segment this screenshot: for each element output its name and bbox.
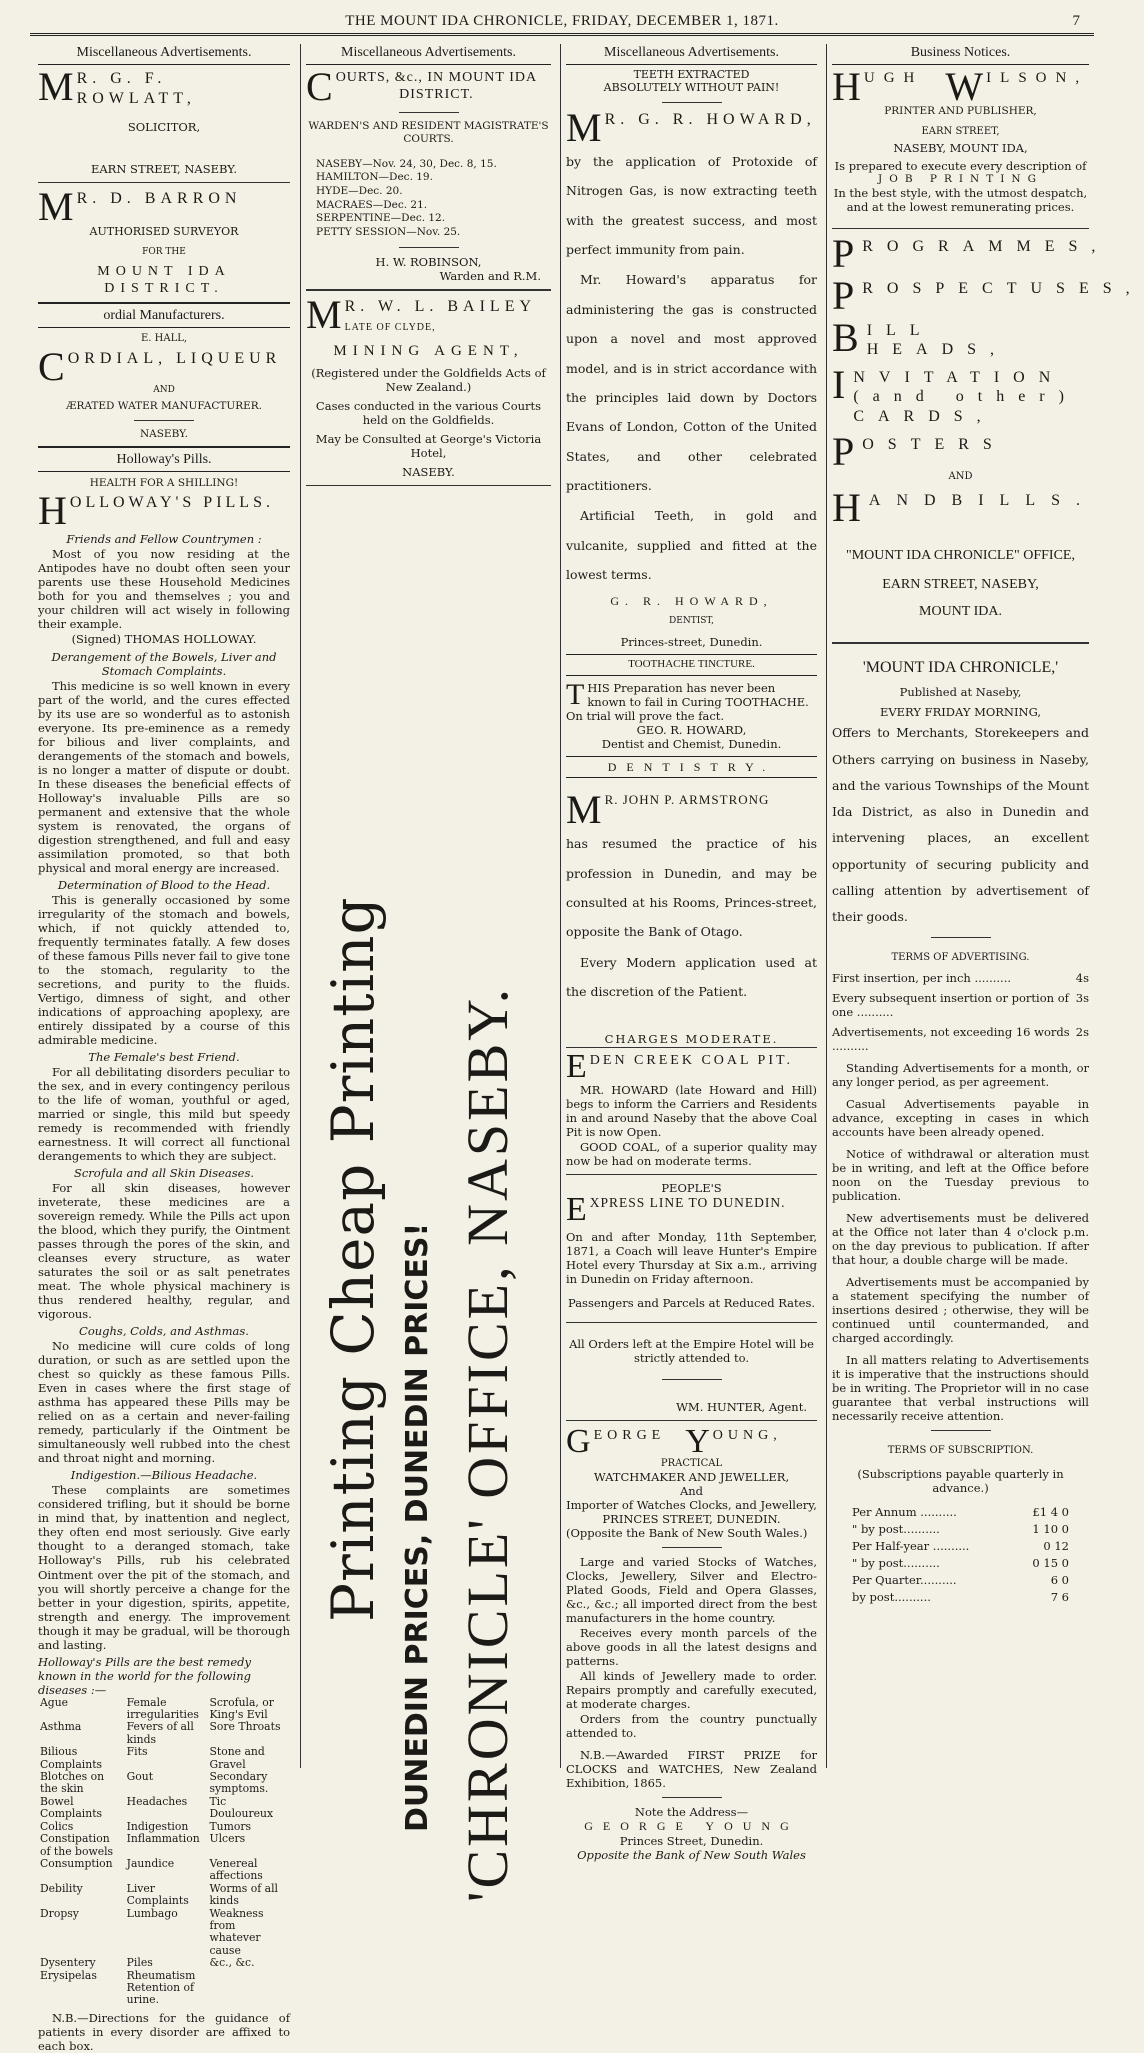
disease-row xyxy=(38,1982,290,2007)
express-agent: WM. HUNTER, Agent. xyxy=(676,1399,807,1414)
best-remedy: Holloway's Pills are the best remedy known in the world for the following diseases :— xyxy=(38,1654,251,1697)
disease-cell: Stone and Gravel xyxy=(209,1745,265,1771)
vertical-print-line-2: DUNEDIN PRICES, DUNEDIN PRICES! xyxy=(400,1222,435,1832)
printing-item: P ROSPECTUSES, xyxy=(832,272,1144,318)
wilson-town: NASEBY, MOUNT IDA, xyxy=(893,141,1028,156)
court-date: PETTY SESSION—Nov. 25. xyxy=(316,225,461,238)
section-4-heading: Scrofula and all Skin Diseases. xyxy=(73,1166,255,1181)
chronicle-office: "MOUNT IDA CHRONICLE" OFFICE, xyxy=(846,547,1075,563)
howard-artificial: Artificial Teeth, in gold and vulcanite, supplied and fitted at the lowest terms. xyxy=(566,508,817,583)
disease-cell: Weakness from whatever cause xyxy=(209,1906,264,1957)
disease-cell: Venereal affections xyxy=(209,1856,263,1883)
bailey-reg: (Registered under the Goldfields Acts of New Zealand.) xyxy=(311,365,546,394)
rowlatt-role: SOLICITOR, xyxy=(127,120,201,135)
disease-row xyxy=(38,1721,290,1746)
bailey-place: NASEBY. xyxy=(402,464,455,479)
bailey-cases: Cases conducted in the various Courts held on the Goldfields. xyxy=(315,398,542,427)
newspaper-title: THE MOUNT IDA CHRONICLE, FRIDAY, DECEMBER 1, 1871. xyxy=(345,12,779,29)
armstrong-modern: Every Modern application used at the discretion of the Patient. xyxy=(566,954,817,1000)
express-text: On and after Monday, 11th September, 1871, a Coach will leave Hunter's Empire Hotel every Thursday at Six a.m., arriving in Dunedin on Friday afternoon. xyxy=(566,1229,817,1286)
court-schedule xyxy=(316,158,551,240)
young-street: PRINCES STREET, DUNEDIN. xyxy=(602,1511,781,1526)
young-signature: GEORGE YOUNG xyxy=(584,1819,799,1834)
disease-cell: Scrofula, or King's Evil xyxy=(209,1695,274,1722)
bailey-consult: May be Consulted at George's Victoria Hotel, xyxy=(315,431,542,460)
disease-cell: Ulcers xyxy=(209,1832,246,1846)
disease-cell: Sore Throats xyxy=(209,1720,281,1734)
friends-line: Friends and Fellow Countrymen : xyxy=(66,532,262,547)
section-6-text: These complaints are sometimes considered trifling, but it should be borne in mind that, by inattention and neglect, they often end most seriously. Give early thought to a deranged stomach, take Holloway's Pills, rub his celebrated Ointment over the pit of the stomach, and you will shortly perceive a change for the better in your digestion, spirits, appetite, strength and energy. The improvement though it may be gradual, will be thorough and lasting. xyxy=(38,1483,290,1652)
vertical-print-ad xyxy=(306,492,551,1902)
disease-cell: Liver Complaints xyxy=(126,1881,189,1908)
printing-items xyxy=(832,230,1144,474)
disease-cell: Colics xyxy=(40,1819,74,1833)
young-practical: PRACTICAL xyxy=(660,1457,723,1469)
terms-text-1: Standing Advertisements for a month, or any longer period, as per agreement. xyxy=(832,1060,1089,1089)
express-orders: All Orders left at the Empire Hotel will be strictly attended to. xyxy=(569,1336,814,1365)
young-text-3: All kinds of Jewellery made to order. Repairs promptly and carefully executed, at moderate charges. xyxy=(566,1668,817,1711)
young-text-2: Receives every month parcels of the above goods in all the latest designs and patterns. xyxy=(566,1625,817,1668)
directions-note: N.B.—Directions for the guidance of patients in every disorder are affixed to each box. xyxy=(38,2010,290,2053)
wilson-street: EARN STREET, xyxy=(921,125,1000,137)
subscription-note: (Subscriptions payable quarterly in advance.) xyxy=(857,1467,1064,1496)
tincture-heading: TOOTHACHE TINCTURE. xyxy=(566,654,817,675)
howard-address: Princes-street, Dunedin. xyxy=(620,635,763,650)
column-2-heading: Miscellaneous Advertisements. xyxy=(306,44,551,65)
chronicle-pub: Published at Naseby, xyxy=(899,685,1022,700)
section-1-heading: Derangement of the Bowels, Liver and Stomach Complaints. xyxy=(51,649,277,678)
column-2 xyxy=(300,44,556,1902)
terms-text-2: Casual Advertisements payable in advance, excepting in cases in which accounts have been already opened. xyxy=(832,1096,1089,1139)
printing-item: P OSTERS xyxy=(832,428,1006,474)
disease-row xyxy=(38,1908,290,1958)
howard-role: DENTIST, xyxy=(669,616,714,627)
disease-cell: Ague xyxy=(40,1695,69,1709)
vertical-print-line-1: Printing Cheap Printing xyxy=(319,896,387,1622)
howard-text: by the application of Protoxide of Nitrogen Gas, is now extracting teeth with the greatest success, and most perfect immunity from pain. xyxy=(566,153,817,258)
tincture-signature: GEO. R. HOWARD, xyxy=(636,722,747,737)
disease-cell: Headaches xyxy=(126,1794,188,1808)
section-3-text: For all debilitating disorders peculiar to the sex, and in every contingency perilous to the life of woman, youthful or aged, married or single, this mild but speedy remedy is recommended with friendly earnestness. It will correct all functional derangements to which they are subject. xyxy=(38,1064,290,1164)
express-title: E XPRESS LINE TO DUNEDIN. xyxy=(566,1191,786,1229)
tincture-ad: T HIS Preparation has never been known to fail in Curing TOOTHACHE. xyxy=(566,677,809,711)
young-note: Note the Address— xyxy=(634,1805,749,1820)
disease-cell: Inflammation xyxy=(126,1832,200,1846)
young-importer: Importer of Watches Clocks, and Jewellery, xyxy=(566,1497,817,1512)
disease-row xyxy=(38,1697,290,1722)
disease-cell: Tumors xyxy=(209,1819,252,1833)
handbills: H ANDBILLS. xyxy=(832,484,1096,530)
teeth-heading: TEETH EXTRACTED ABSOLUTELY WITHOUT PAIN! xyxy=(603,68,780,95)
disease-cell xyxy=(207,1970,290,1982)
holloway-title: H OLLOWAY'S PILLS. xyxy=(38,488,274,534)
court-date: HAMILTON—Dec. 19. xyxy=(316,171,433,184)
disease-cell: Rheumatism xyxy=(126,1968,196,1982)
young-opposite: (Opposite the Bank of New South Wales.) xyxy=(566,1525,808,1540)
terms-text-3: Notice of withdrawal or alteration must be in writing, and left at the Office before noon on the Tuesday previous to publication. xyxy=(832,1146,1089,1203)
printing-item: P ROGRAMMES, xyxy=(832,230,1110,276)
young-opposite-2: Opposite the Bank of New South Wales xyxy=(577,1847,806,1862)
terms-sub-heading: TERMS OF SUBSCRIPTION. xyxy=(887,1445,1034,1457)
wilson-title: H UGH W ILSON, xyxy=(832,64,1089,110)
wilson-job: JOB PRINTING xyxy=(878,173,1043,186)
eden-title: E DEN CREEK COAL PIT. xyxy=(566,1047,793,1085)
young-text-1: Large and varied Stocks of Watches, Clocks, Jewellery, Silver and Electro-Plated Goods, Field and Opera Glasses, &c., &c.; all imported direct from the best manufacturers in the home country. xyxy=(566,1554,817,1625)
charges-moderate: CHARGES MODERATE. xyxy=(566,1032,817,1047)
disease-cell: Secondary symptoms. xyxy=(209,1770,269,1796)
subscription-row: Per Quarter.......... 6 0 xyxy=(852,1573,1069,1588)
bailey-name: M R. W. L. BAILEY LATE OF CLYDE, xyxy=(306,291,537,337)
dentistry-heading: DENTISTRY. xyxy=(566,756,817,779)
terms-adv-heading: TERMS OF ADVERTISING. xyxy=(891,952,1030,964)
subscription-rates xyxy=(832,1505,1089,1604)
section-5-text: No medicine will cure colds of long duration, or such as are settled upon the chest so quickly as these famous Pills. Even in cases where the first stage of asthma has appeared these Pills may be relied on as a certain and never-failing remedy, particularly if the Ointment be simultaneously well rubbed into the chest and throat night and morning. xyxy=(38,1339,290,1466)
disease-row xyxy=(38,1858,290,1883)
young-street-2: Princes Street, Dunedin. xyxy=(619,1833,764,1848)
disease-row xyxy=(38,1746,290,1771)
terms-text-6: In all matters relating to Advertisements it is imperative that the instructions should be in writing. The Proprietor will in no case guarantee that verbal instructions will necessarily receive attention. xyxy=(832,1353,1089,1424)
column-4 xyxy=(826,44,1144,1768)
signed: (Signed) THOMAS HOLLOWAY. xyxy=(71,632,257,647)
disease-cell xyxy=(38,1982,125,2007)
disease-cell: Fits xyxy=(126,1745,148,1759)
column-4-heading: Business Notices. xyxy=(832,44,1089,65)
chronicle-title: 'MOUNT IDA CHRONICLE,' xyxy=(862,658,1059,676)
terms-text-4: New advertisements must be delivered at the Office not later than 4 o'clock p.m. on the day previous to publication. If after that hour, a double charge will be made. xyxy=(832,1210,1089,1267)
disease-cell: Asthma xyxy=(40,1720,82,1734)
disease-cell: Lumbago xyxy=(126,1906,178,1920)
disease-row xyxy=(38,1833,290,1858)
section-1-text: This medicine is so well known in every part of the world, and the cures effected by its use are so wonderful as to astonish everyone. Its pre-eminence as a remedy for bilious and liver complaints, and derangements of the stomach and bowels, is no longer a matter of dispute or doubt. In these diseases the beneficial effects of Holloway's invaluable Pills are so permanent and extensive that the whole system is renovated, the organs of digestion strengthened, and full and easy assimilation promoted, so that both physical and moral energy are increased. xyxy=(38,678,290,875)
howard-signature: G. R. HOWARD, xyxy=(610,593,773,608)
masthead xyxy=(30,10,1094,36)
courts-title: C OURTS, &c., IN MOUNT IDA DISTRICT. xyxy=(306,64,538,110)
rowlatt-address: EARN STREET, NASEBY. xyxy=(90,162,238,177)
wilson-text-2: In the best style, with the utmost despatch, and at the lowest remunerating prices. xyxy=(833,185,1088,214)
hall-and: AND xyxy=(153,384,175,395)
young-text-4: Orders from the country punctually attended to. xyxy=(566,1711,817,1740)
column-3-heading: Miscellaneous Advertisements. xyxy=(566,44,817,65)
disease-cell xyxy=(207,1982,290,2007)
section-5-heading: Coughs, Colds, and Asthmas. xyxy=(79,1324,249,1339)
young-title: G EORGE Y OUNG, xyxy=(566,1422,782,1460)
section-4-text: For all skin diseases, however inveterate, these medicines are a sovereign remedy. While the Pills act upon the blood, which they purify, the Ointment passes through the pores of the skin, and cleanses every structure, as water saturates the soil or as salt penetrates meat. The whole physical machinery is thus rendered healthy, regular, and vigorous. xyxy=(38,1181,290,1322)
young-role: WATCHMAKER AND JEWELLER, xyxy=(593,1469,790,1484)
printing-item: B ILL HEADS, xyxy=(832,314,1009,360)
term-1: First insertion, per inch .......... 4s xyxy=(832,970,1089,985)
disease-cell: Debility xyxy=(40,1881,83,1895)
disease-cell: Bowel Complaints xyxy=(40,1794,103,1821)
hall-title: C ORDIAL, LIQUEUR xyxy=(38,343,282,389)
disease-row xyxy=(38,1883,290,1908)
disease-table xyxy=(38,1697,290,2007)
robinson-sig: H. W. ROBINSON, xyxy=(375,254,482,269)
chronicle-every: EVERY FRIDAY MORNING, xyxy=(879,705,1042,720)
young-prize: N.B.—Awarded FIRST PRIZE for CLOCKS and WATCHES, New Zealand Exhibition, 1865. xyxy=(566,1747,817,1791)
disease-cell: &c., &c. xyxy=(209,1956,255,1970)
disease-cell: Dropsy xyxy=(40,1906,79,1920)
hall-place: NASEBY. xyxy=(139,427,189,440)
armstrong-name: M R. JOHN P. ARMSTRONG xyxy=(566,787,770,833)
health-line: HEALTH FOR A SHILLING! xyxy=(89,476,239,489)
court-date: HYDE—Dec. 20. xyxy=(316,184,403,197)
disease-row xyxy=(38,1957,290,1969)
barron-district: MOUNT IDA DISTRICT. xyxy=(97,263,231,296)
rowlatt-name: M R. G. F. ROWLATT, xyxy=(38,64,196,110)
subscription-row: Per Half-year .......... 0 12 xyxy=(852,1539,1069,1554)
disease-cell: Female irregularities xyxy=(126,1695,199,1722)
page-number: 7 xyxy=(1072,12,1080,29)
chronicle-text: Offers to Merchants, Storekeepers and Others carrying on business in Naseby, and the various Townships of the Mount Ida District, as also in Dunedin and intervening places, an excellent opportunity of securing publicity and calling attention by advertisement of their goods. xyxy=(832,725,1089,925)
disease-cell: Tic Douloureux xyxy=(209,1794,274,1821)
holloway-heading: Holloway's Pills. xyxy=(38,446,290,472)
disease-cell: Fevers of all kinds xyxy=(126,1720,194,1746)
disease-cell: Retention of urine. xyxy=(126,1980,195,2007)
subscription-row: " by post.......... 0 15 0 xyxy=(852,1556,1069,1571)
hall-name: E. HALL, xyxy=(140,332,188,344)
wilson-text-1: Is prepared to execute every description of xyxy=(834,159,1087,174)
column-1-heading: Miscellaneous Advertisements. xyxy=(38,44,290,65)
section-6-heading: Indigestion.—Bilious Headache. xyxy=(70,1468,258,1483)
howard-name: M R. G. R. HOWARD, xyxy=(566,104,816,150)
eden-text-2: GOOD COAL, of a superior quality may now be had on moderate terms. xyxy=(566,1140,817,1169)
term-3: Advertisements, not exceeding 16 words .......... 2s xyxy=(832,1024,1089,1053)
items-and: AND xyxy=(948,470,973,482)
cordial-heading: ordial Manufacturers. xyxy=(38,302,290,328)
vertical-print-line-3: 'CHRONICLE' OFFICE, NASEBY. xyxy=(455,985,520,1902)
express-peoples: PEOPLE'S xyxy=(661,1181,722,1196)
section-3-heading: The Female's best Friend. xyxy=(88,1049,240,1064)
tincture-role: Dentist and Chemist, Dunedin. xyxy=(601,736,782,751)
robinson-role: Warden and R.M. xyxy=(439,268,541,283)
disease-cell: Blotches on the skin xyxy=(40,1770,105,1796)
disease-cell: Piles xyxy=(126,1956,153,1970)
disease-cell: Constipation of the bowels xyxy=(40,1832,114,1858)
disease-cell: Indigestion xyxy=(126,1819,189,1833)
hall-line: ÆRATED WATER MANUFACTURER. xyxy=(65,399,263,412)
terms-text-5: Advertisements must be accompanied by a statement specifying the number of insertions desired ; otherwise, they will be continued until countermanded, and charged accordingly. xyxy=(832,1274,1089,1345)
tincture-trial: On trial will prove the fact. xyxy=(566,708,725,723)
disease-cell: Dysentery xyxy=(40,1956,96,1970)
young-and: And xyxy=(679,1483,704,1498)
wardens-heading: WARDEN'S AND RESIDENT MAGISTRATE'S COURTS. xyxy=(308,120,549,145)
column-3 xyxy=(560,44,822,1862)
disease-cell: Worms of all kinds xyxy=(209,1881,278,1908)
printing-item: I NVITATION (and other) CARDS, xyxy=(832,361,1078,425)
subscription-row: Per Annum .......... £1 4 0 xyxy=(852,1505,1069,1520)
disease-cell: Consumption xyxy=(40,1856,113,1870)
court-date: MACRAES—Dec. 21. xyxy=(316,198,428,211)
office-street: EARN STREET, NASEBY, xyxy=(882,576,1039,592)
barron-role: AUTHORISED SURVEYOR xyxy=(89,225,239,239)
disease-row xyxy=(38,1771,290,1796)
wilson-role: PRINTER AND PUBLISHER, xyxy=(884,105,1037,118)
bailey-role: MINING AGENT, xyxy=(333,342,524,359)
column-1 xyxy=(33,44,295,2053)
disease-cell: Bilious Complaints xyxy=(40,1745,103,1771)
intro-text: Most of you now residing at the Antipodes have no doubt often seen your parents use these Household Medicines both for you and themselves ; you and your children will act wisely in following their example. xyxy=(38,547,290,632)
howard-apparatus: Mr. Howard's apparatus for administering the gas is constructed upon a novel and most approved model, and is in strict accordance with the principles laid down by Doctors Evans of London, Cotton of the United States, and other celebrated practitioners. xyxy=(566,272,817,494)
barron-name: M R. D. BARRON xyxy=(38,184,242,230)
express-passengers: Passengers and Parcels at Reduced Rates. xyxy=(567,1295,816,1310)
court-date: SERPENTINE—Dec. 12. xyxy=(316,212,446,225)
court-date: NASEBY—Nov. 24, 30, Dec. 8, 15. xyxy=(316,157,497,170)
armstrong-text: has resumed the practice of his profession in Dunedin, and may be consulted at his Rooms, Princes-street, opposite the Bank of Otago. xyxy=(566,836,817,940)
office-mount-ida: MOUNT IDA. xyxy=(919,603,1002,619)
disease-cell: Erysipelas xyxy=(40,1968,97,1982)
section-2-text: This is generally occasioned by some irregularity of the stomach and bowels, which, if not quickly attended to, frequently terminates fatally. A few doses of these famous Pills never fail to give tone to the stomach, regularity to the secretions, and purity to the fluids. Vertigo, dimness of sight, and other indications of approaching apoplexy, are entirely dissipated by a course of this admirable medicine. xyxy=(38,892,291,1047)
subscription-row: by post.......... 7 6 xyxy=(852,1590,1069,1605)
disease-row xyxy=(38,1796,290,1821)
eden-text-1: MR. HOWARD (late Howard and Hill) begs to inform the Carriers and Residents in and around Naseby that the above Coal Pit is now Open. xyxy=(566,1083,817,1140)
subscription-row: " by post.......... 1 10 0 xyxy=(852,1522,1069,1537)
term-2: Every subsequent insertion or portion of one .......... 3s xyxy=(832,990,1089,1019)
disease-cell: Jaundice xyxy=(126,1856,175,1870)
barron-for: FOR THE xyxy=(142,246,186,257)
section-2-heading: Determination of Blood to the Head. xyxy=(57,877,271,892)
disease-cell: Gout xyxy=(126,1770,154,1784)
